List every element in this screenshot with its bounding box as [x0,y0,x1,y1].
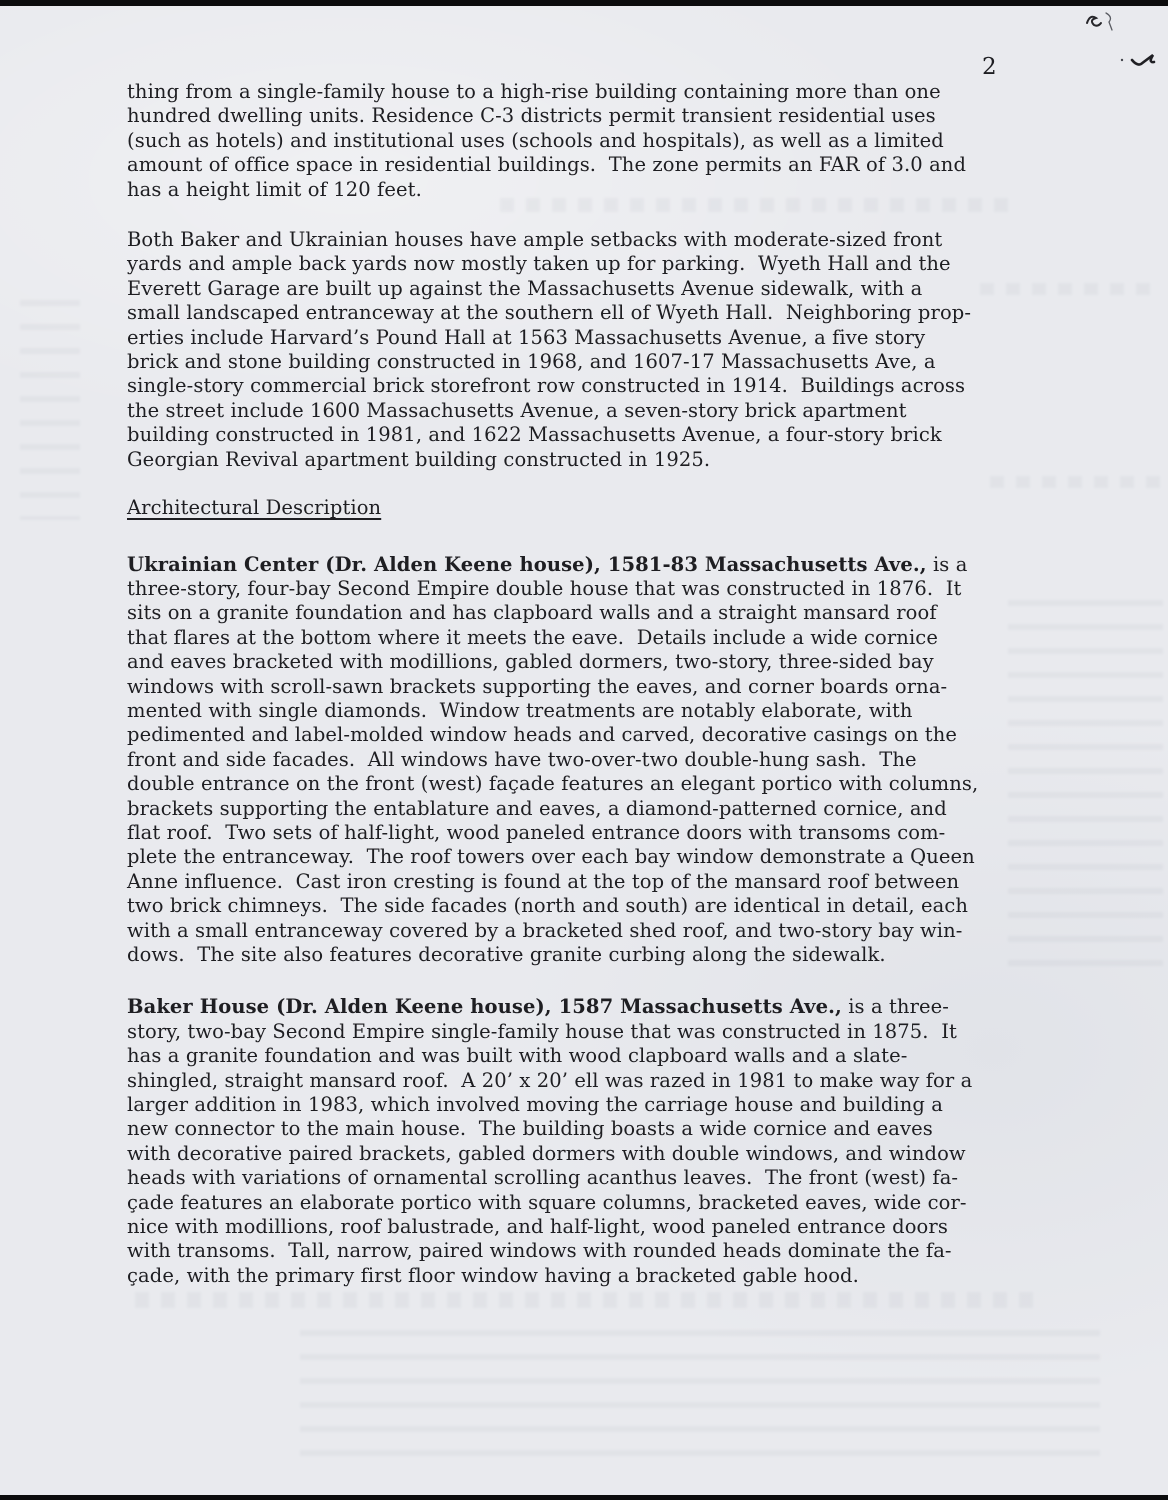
section-heading-text: Architectural Description [127,496,382,520]
zoning-intro [127,80,1027,202]
pen-mark-squiggle [1080,8,1124,34]
text-line: nice with modillions, roof balustrade, and half-light, wood paneled entrance doors [127,1215,948,1239]
baker-house [127,995,1027,1288]
text-line: mented with single diamonds. Window treatments are notably elaborate, with [127,698,913,722]
text-line: with transoms. Tall, narrow, paired windows with rounded heads dominate the fa- [127,1239,952,1263]
architectural-description-heading [127,496,1027,520]
scan-edge-artifact-bottom [0,1495,1168,1500]
text-line: yards and ample back yards now mostly taken up for parking. Wyeth Hall and the [127,252,951,276]
text-line: with decorative paired brackets, gabled dormers with double windows, and window [127,1141,966,1165]
bleed-through-smudge [300,1330,1100,1470]
text-line: Ukrainian Center (Dr. Alden Keene house), 1581-83 Massachusetts Ave., is a [127,552,968,576]
text-line: building constructed in 1981, and 1622 Massachusetts Avenue, a four-story brick [127,423,942,447]
text-line: windows with scroll-sawn brackets supporting the eaves, and corner boards orna- [127,674,948,698]
bleed-through-smudge [20,300,80,520]
text-line: new connector to the main house. The building boasts a wide cornice and eaves [127,1117,933,1141]
text-line: double entrance on the front (west) façade features an elegant portico with columns, [127,772,979,796]
text-line: Baker House (Dr. Alden Keene house), 1587 Massachusetts Ave., is a three- [127,995,949,1019]
text-line: and eaves bracketed with modillions, gabled dormers, two-story, three-sided bay [127,650,934,674]
text-line: sits on a granite foundation and has clapboard walls and a straight mansard roof [127,601,937,625]
bleed-through-smudge [135,1292,1035,1308]
text-line: heads with variations of ornamental scrolling acanthus leaves. The front (west) fa- [127,1166,959,1190]
text-line: the street include 1600 Massachusetts Avenue, a seven-story brick apartment [127,398,907,422]
text-line: Georgian Revival apartment building constructed in 1925. [127,447,711,471]
text-line: three-story, four-bay Second Empire double house that was constructed in 1876. It [127,576,962,600]
text-line: has a height limit of 120 feet. [127,177,422,201]
bleed-through-smudge [1008,600,1163,980]
text-line: front and side facades. All windows have two-over-two double-hung sash. The [127,747,917,771]
text-line: çade features an elaborate portico with square columns, bracketed eaves, wide cor- [127,1190,967,1214]
site-context [127,228,1027,472]
document-body [127,80,1027,1288]
text-line: with a small entranceway covered by a bracketed shed roof, and two-story bay win- [127,918,963,942]
text-line: story, two-bay Second Empire single-family house that was constructed in 1875. It [127,1019,957,1043]
text-line: pedimented and label-molded window heads and carved, decorative casings on the [127,723,958,747]
text-line: thing from a single-family house to a high-rise building containing more than one [127,80,941,103]
text-line: brick and stone building constructed in 1968, and 1607-17 Massachusetts Ave, a [127,350,936,374]
page-number: 2 [982,54,997,80]
text-line: brackets supporting the entablature and eaves, a diamond-patterned cornice, and [127,796,947,820]
text-line: dows. The site also features decorative granite curbing along the sidewalk. [127,943,886,966]
text-line: (such as hotels) and institutional uses (schools and hospitals), as well as a limited [127,128,944,152]
text-line: Anne influence. Cast iron cresting is found at the top of the mansard roof between [127,869,960,893]
text-line: larger addition in 1983, which involved moving the carriage house and building a [127,1093,944,1117]
text-line: two brick chimneys. The side facades (north and south) are identical in detail, each [127,894,969,918]
text-line: has a granite foundation and was built with wood clapboard walls and a slate- [127,1044,908,1068]
text-line: hundred dwelling units. Residence C-3 districts permit transient residential uses [127,104,936,128]
text-line: shingled, straight mansard roof. A 20’ x 20’ ell was razed in 1981 to make way for a [127,1068,973,1092]
text-line: small landscaped entranceway at the southern ell of Wyeth Hall. Neighboring prop- [127,301,972,325]
pen-mark-check [1118,46,1160,70]
text-line: plete the entranceway. The roof towers over each bay window demonstrate a Queen [127,845,975,869]
text-line: Everett Garage are built up against the Massachusetts Avenue sidewalk, with a [127,276,923,300]
ukrainian-center [127,553,1027,968]
text-line: erties include Harvard’s Pound Hall at 1563 Massachusetts Avenue, a five story [127,325,926,349]
text-line: amount of office space in residential buildings. The zone permits an FAR of 3.0 and [127,153,967,177]
text-line: çade, with the primary first floor window having a bracketed gable hood. [127,1263,859,1287]
scan-edge-artifact-top [0,0,1168,6]
text-line: that flares at the bottom where it meets the eave. Details include a wide cornice [127,625,938,649]
text-line: flat roof. Two sets of half-light, wood paneled entrance doors with transoms com- [127,820,946,844]
text-line: Both Baker and Ukrainian houses have ample setbacks with moderate-sized front [127,228,943,252]
text-line: single-story commercial brick storefront row constructed in 1914. Buildings across [127,374,966,398]
